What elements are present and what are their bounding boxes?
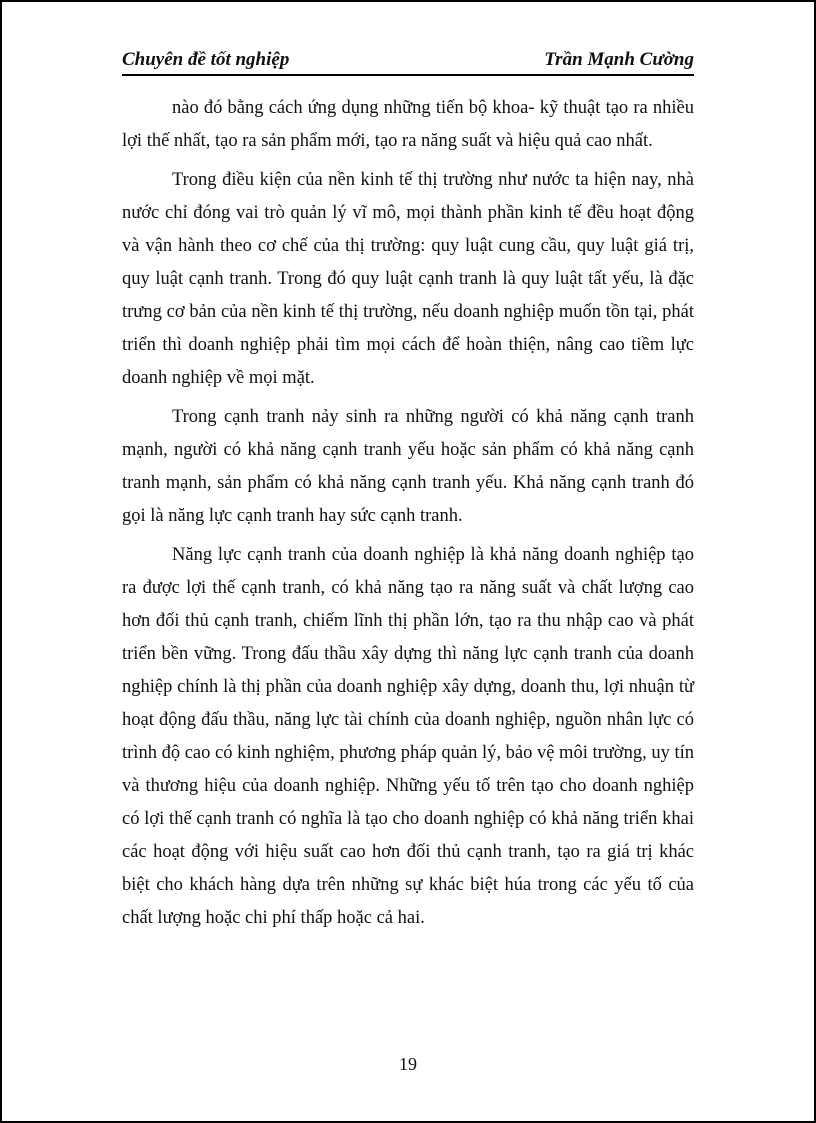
header-author: Trần Mạnh Cường [544,49,694,70]
header-document-type: Chuyên đề tốt nghiệp [122,49,290,70]
body-text [122,92,694,941]
paragraph: nào đó bằng cách ứng dụng những tiến bộ khoa- kỹ thuật tạo ra nhiều lợi thế nhất, tạo ra sản phẩm mới, tạo ra năng suất và hiệu quả cao nhất. [122,98,694,151]
page-number: 19 [399,1054,417,1074]
paragraph: Năng lực cạnh tranh của doanh nghiệp là khả năng doanh nghiệp tạo ra được lợi thế cạnh tranh, có khả năng tạo ra năng suất và chất lượng cao hơn đối thủ cạnh tranh, chiếm lĩnh thị phần lớn, tạo ra thu nhập cao và phát triển bền vững. Trong đấu thầu xây dựng thì năng lực cạnh tranh của doanh nghiệp chính là thị phần của doanh nghiệp xây dựng, doanh thu, lợi nhuận từ hoạt động đấu thầu, năng lực tài chính của doanh nghiệp, nguồn nhân lực có trình độ cao có kinh nghiệm, phương pháp quản lý, bảo vệ môi trường, uy tín và thương hiệu của doanh nghiệp. Những yếu tố trên tạo cho doanh nghiệp có lợi thế cạnh tranh có nghĩa là tạo cho doanh nghiệp có khả năng triển khai các hoạt động với hiệu suất cao hơn đối thủ cạnh tranh, tạo ra giá trị khác biệt cho khách hàng dựa trên những sự khác biệt húa trong các yếu tố của chất lượng hoặc chi phí thấp hoặc cả hai. [122,545,694,928]
page-header [122,48,694,76]
paragraph: Trong điều kiện của nền kinh tế thị trường như nước ta hiện nay, nhà nước chỉ đóng vai trò quản lý vĩ mô, mọi thành phần kinh tế đều hoạt động và vận hành theo cơ chế của thị trường: quy luật cung cầu, quy luật giá trị, quy luật cạnh tranh. Trong đó quy luật cạnh tranh là quy luật tất yếu, là đặc trưng cơ bản của nền kinh tế thị trường, nếu doanh nghiệp muốn tồn tại, phát triển thì doanh nghiệp phải tìm mọi cách để hoàn thiện, nâng cao tiềm lực doanh nghiệp về mọi mặt. [122,170,694,388]
paragraph: Trong cạnh tranh nảy sinh ra những người có khả năng cạnh tranh mạnh, người có khả năng cạnh tranh yếu hoặc sản phẩm có khả năng cạnh tranh mạnh, sản phẩm có khả năng cạnh tranh yếu. Khả năng cạnh tranh đó gọi là năng lực cạnh tranh hay sức cạnh tranh. [122,407,694,526]
